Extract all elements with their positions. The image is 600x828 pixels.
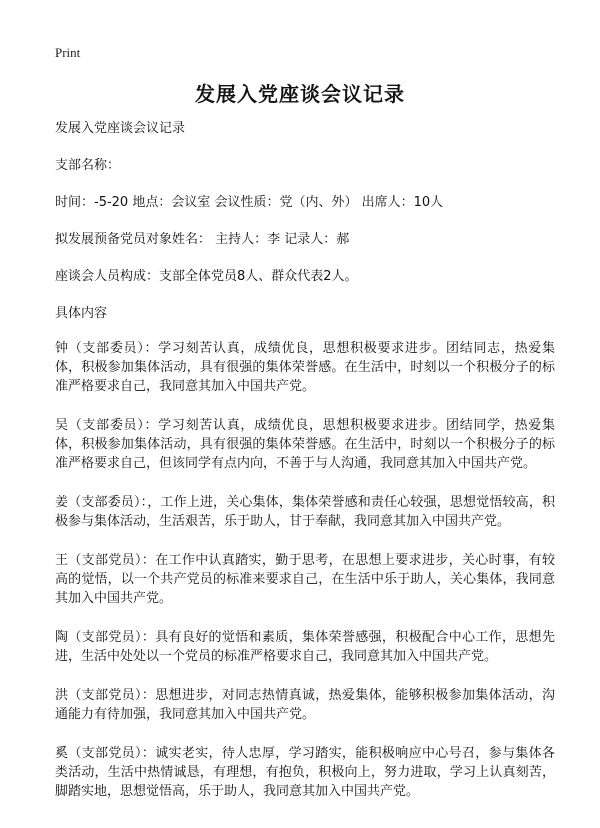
statement-paragraph: 奚（支部党员）：诚实老实，待人忠厚，学习踏实，能积极响应中心号召，参与集体各类活动，生活中热情诚恳，有理想，有抱负，积极向上，努力进取，学习上认真刻苦，脚踏实地，思想觉悟高，乐于助人，我同意其加入中国共产党。 [55, 746, 555, 799]
document-body [55, 119, 555, 821]
statement-paragraph: 洪（支部党员）：思想进步，对同志热情真诚，热爱集体，能够积极参加集体活动，沟通能力有待加强，我同意其加入中国共产党。 [55, 688, 555, 722]
statement-paragraph: 王（支部党员）：在工作中认真踏实，勤于思考，在思想上要求进步，关心时事，有较高的觉悟，以一个共产党员的标准来要求自己，在生活中乐于助人，关心集体，我同意其加入中国共产党。 [55, 553, 555, 606]
content-heading: 具体内容 [55, 306, 108, 321]
attendee-composition: 座谈会人员构成：支部全体党员8人、群众代表2人。 [55, 269, 358, 284]
statement-paragraph: 姜（支部委员）：，工作上进，关心集体，集体荣誉感和责任心较强，思想觉悟较高，积极参与集体活动，生活艰苦，乐于助人，甘于奉献，我同意其加入中国共产党。 [55, 495, 555, 529]
print-link[interactable]: Print [55, 45, 81, 60]
statement-paragraph: 钟（支部委员）：学习刻苦认真，成绩优良，思想积极要求进步。团结同志，热爱集体，积极参加集体活动，具有很强的集体荣誉感。在生活中，时刻以一个积极分子的标准严格要求自己，我同意其加入中国共产党。 [55, 341, 555, 394]
meeting-info: 时间：-5-20 地点：会议室 会议性质：党（内、外） 出席人：10人 [55, 195, 444, 210]
subtitle: 发展入党座谈会议记录 [55, 121, 186, 136]
statement-paragraph: 吴（支部委员）：学习刻苦认真，成绩优良，思想积极要求进步。团结同学，热爱集体，积极参加集体活动，具有很强的集体荣誉感。在生活中，时刻以一个积极分子的标准严格要求自己，但该同学有点内向，不善于与人沟通，我同意其加入中国共产党。 [55, 418, 555, 471]
branch-name: 支部名称： [55, 158, 121, 173]
candidate-line: 拟发展预备党员对象姓名： 主持人：李 记录人：郝 [55, 232, 350, 247]
statement-paragraph: 陶（支部党员）：具有良好的觉悟和素质，集体荣誉感强，积极配合中心工作，思想先进，生活中处处以一个党员的标准严格要求自己，我同意其加入中国共产党。 [55, 630, 555, 664]
document-title: 发展入党座谈会议记录 [195, 82, 405, 106]
